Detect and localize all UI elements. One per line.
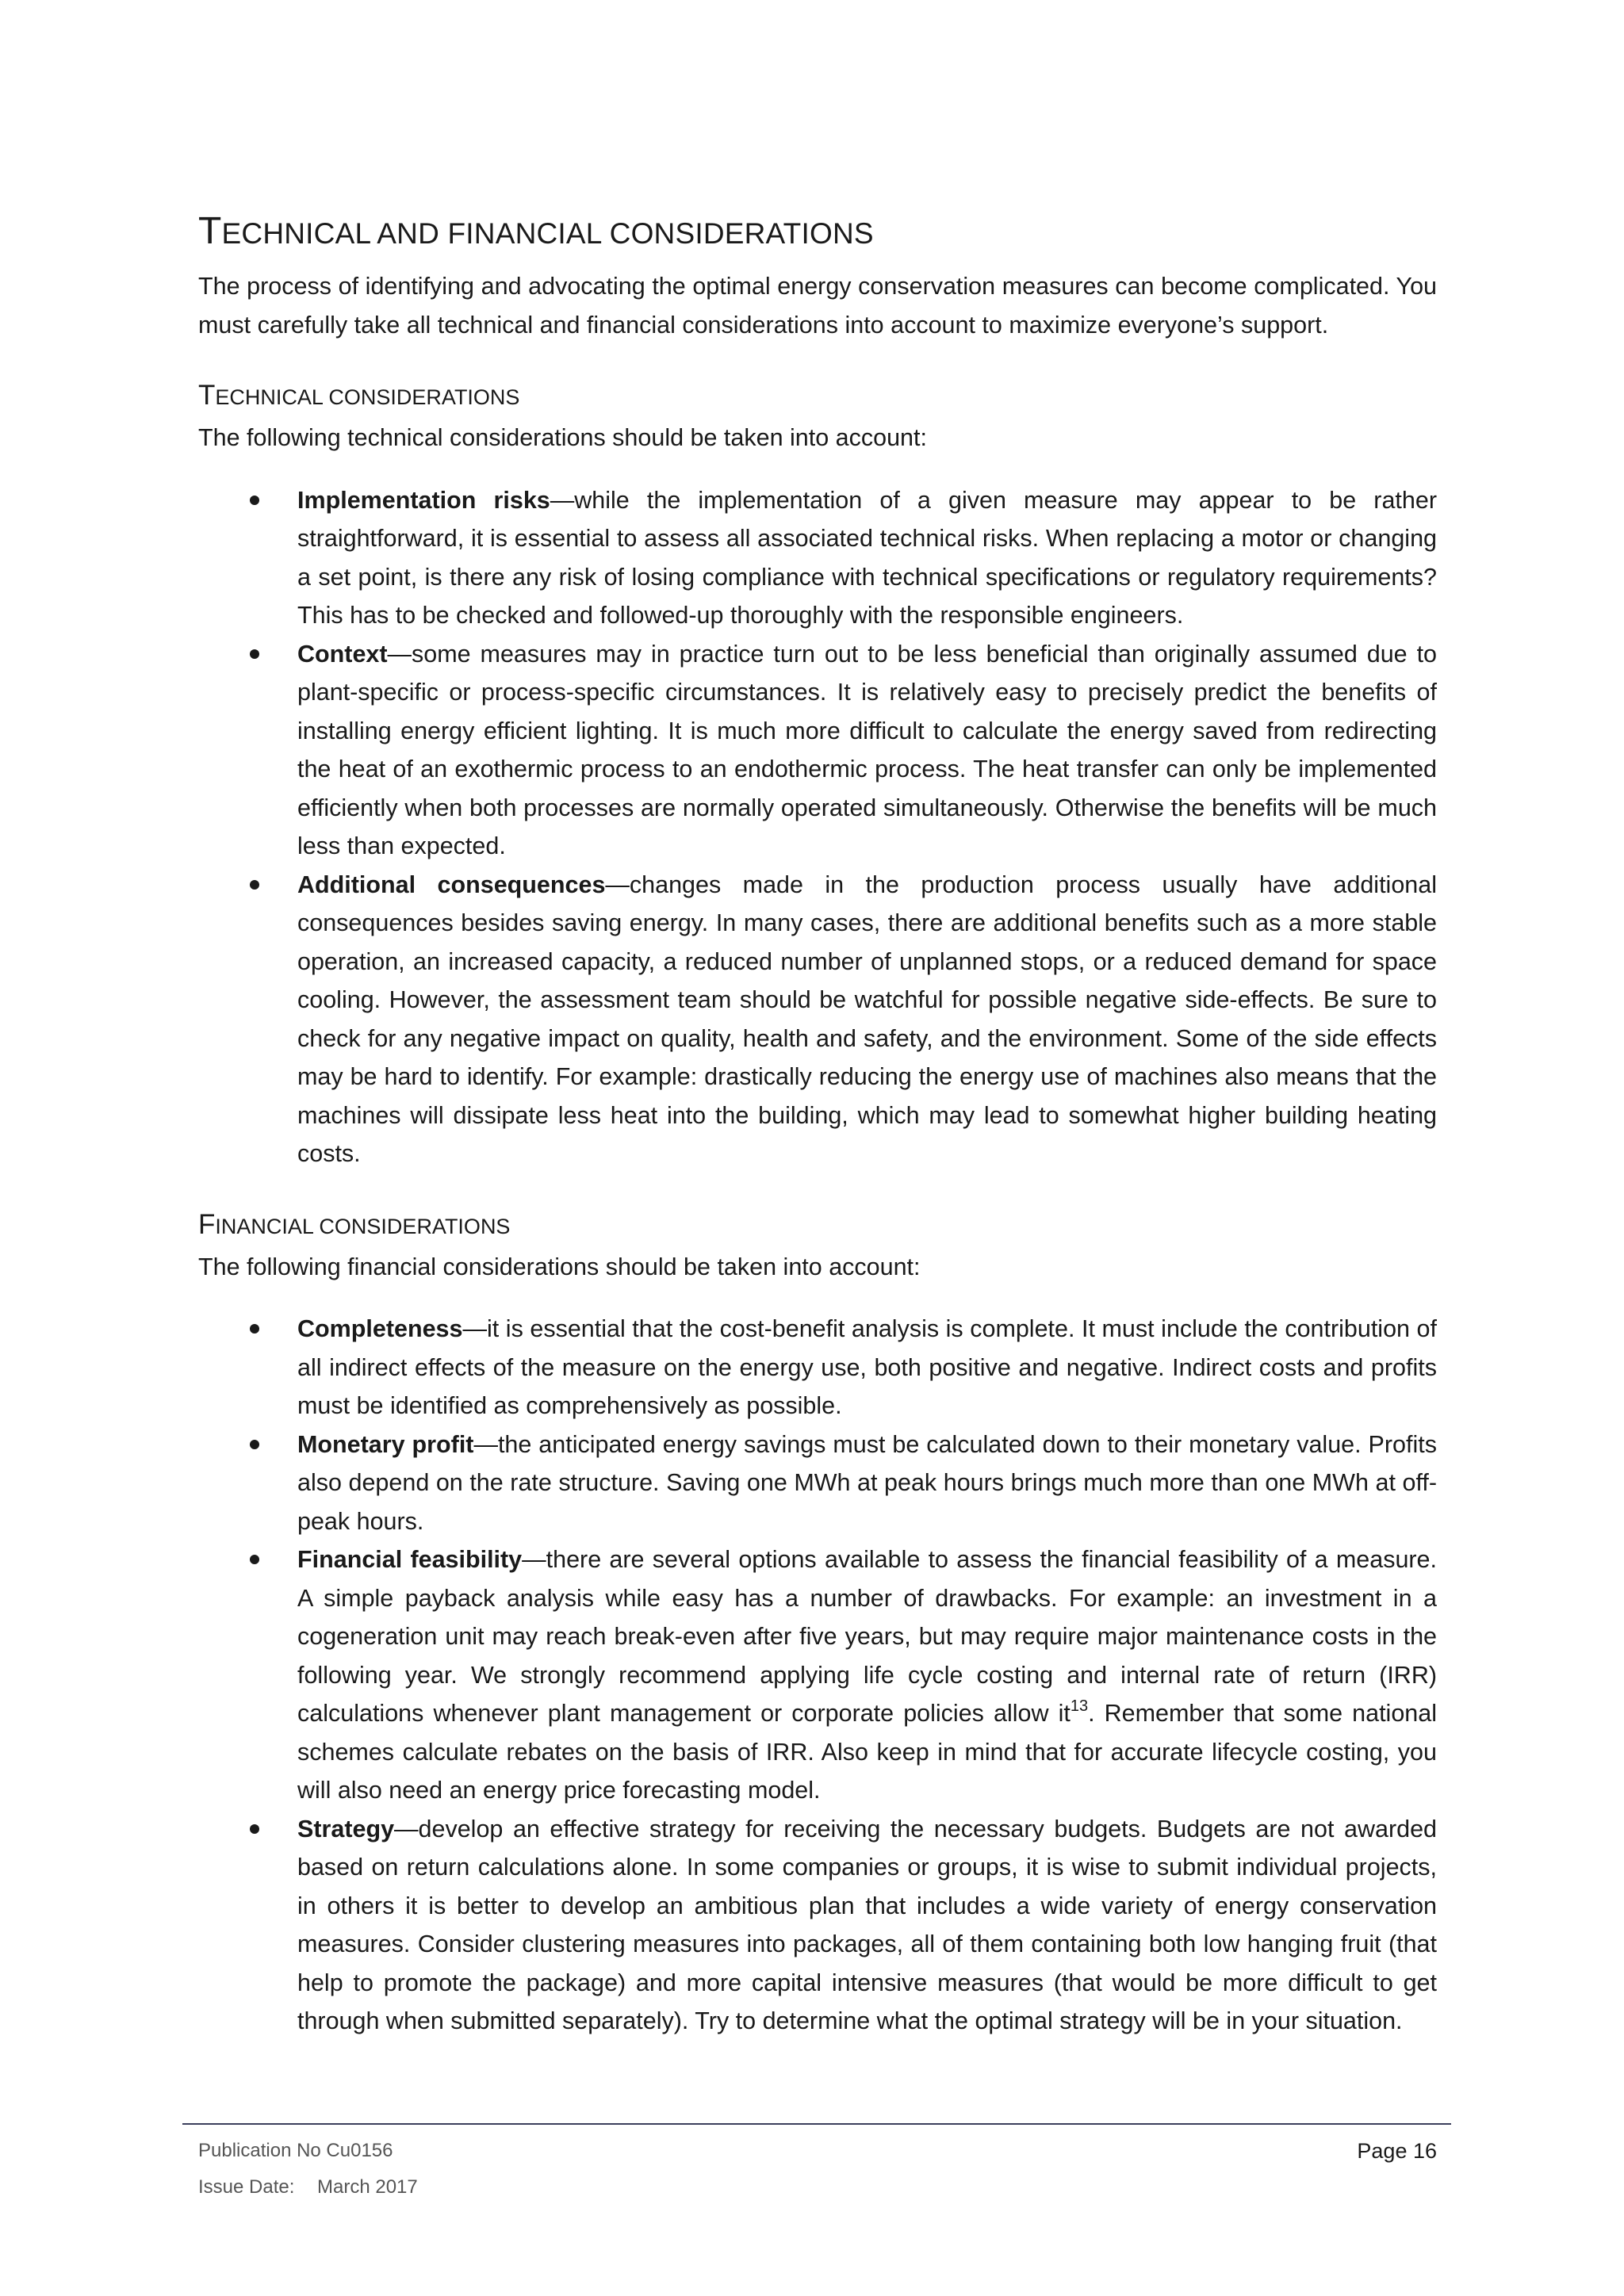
technical-lead: The following technical considerations should be taken into account: <box>198 424 927 451</box>
financial-heading: FINANCIAL CONSIDERATIONS <box>198 1208 511 1240</box>
bullet-icon <box>250 1555 259 1564</box>
intro-paragraph: The process of identifying and advocating the optimal energy conservation measures can become complicated. You must carefully take all technical and financial considerations into account to maximize everyone’s support. <box>198 273 1437 339</box>
item-text: —there are several options available to assess the financial feasibility of a measure. A simple payback analysis while easy has a number of drawbacks. For example: an investment in a cogeneration unit may reach break-even after five years, but may require major maintenance costs in the following year. We strongly recommend applying life cycle costing and internal rate of return (IRR) calculations whenever plant management or corporate policies allow it <box>297 1546 1437 1727</box>
bullet-icon <box>250 649 259 659</box>
item-term: Financial feasibility <box>297 1546 523 1573</box>
issue-date-label: Issue Date: <box>198 2176 295 2198</box>
item-term: Strategy <box>297 1815 395 1843</box>
page-number: Page 16 <box>1357 2139 1437 2163</box>
footer-publication-info <box>198 2133 418 2206</box>
item-text: —while the implementation of a given measure may appear to be rather straightforward, it is essential to assess all associated technical risks. When replacing a motor or changing a set point, is there any risk of losing compliance with technical specifications or regulatory requirements? This has to be checked and followed-up thoroughly with the responsible engineers. <box>297 486 1437 629</box>
bullet-icon <box>250 880 259 890</box>
section-title: TECHNICAL AND FINANCIAL CONSIDERATIONS <box>198 210 874 252</box>
technical-heading: TECHNICAL CONSIDERATIONS <box>198 380 520 411</box>
item-text: —the anticipated energy savings must be calculated down to their monetary value. Profits also depend on the rate structure. Saving one MWh at peak hours brings much more than one MWh at off-peak hours. <box>297 1430 1437 1535</box>
list-item <box>198 481 1437 635</box>
bullet-icon <box>250 1324 259 1334</box>
item-term: Implementation risks <box>297 486 550 514</box>
item-text-continued: . Remember that some national schemes calculate rebates on the basis of IRR. Also keep in mind that for accurate lifecycle costing, you will also need an energy price forecasting model. <box>297 1700 1437 1804</box>
item-term: Completeness <box>297 1315 463 1342</box>
technical-list <box>198 481 1437 1173</box>
list-item <box>198 1810 1437 2041</box>
list-item <box>198 1540 1437 1810</box>
issue-date-row <box>198 2169 418 2206</box>
list-item <box>198 1425 1437 1541</box>
list-item <box>198 1310 1437 1425</box>
list-item <box>198 635 1437 866</box>
footer-divider <box>182 2123 1451 2125</box>
publication-number: Publication No Cu0156 <box>198 2140 393 2161</box>
item-text: —develop an effective strategy for receiving the necessary budgets. Budgets are not awarded based on return calculations alone. In some companies or groups, it is wise to submit individual projects, in others it is better to develop an ambitious plan that includes a wide variety of energy conservation measures. Consider clustering measures into packages, all of them containing both low hanging fruit (that help to promote the package) and more capital intensive measures (that would be more difficult to get through when submitted separately). Try to determine what the optimal strategy will be in your situation. <box>297 1815 1437 2034</box>
financial-list <box>198 1310 1437 2041</box>
item-term: Context <box>297 640 388 668</box>
item-term: Additional consequences <box>297 871 606 898</box>
item-text: —some measures may in practice turn out to be less beneficial than originally assumed due to plant-specific or process-specific circumstances. It is relatively easy to precisely predict the benefits of installing energy efficient lighting. It is much more difficult to calculate the energy saved from redirecting the heat of an exothermic process to an endothermic process. The heat transfer can only be implemented efficiently when both processes are normally operated simultaneously. Otherwise the benefits will be much less than expected. <box>297 640 1437 859</box>
footnote-reference[interactable]: 13 <box>1070 1697 1089 1715</box>
page-content <box>198 208 1437 2041</box>
item-text: —it is essential that the cost-benefit analysis is complete. It must include the contribution of all indirect effects of the measure on the energy use, both positive and negative. Indirect costs and profits must be identified as comprehensively as possible. <box>297 1315 1437 1419</box>
bullet-icon <box>250 496 259 505</box>
item-text: —changes made in the production process usually have additional consequences besides saving energy. In many cases, there are additional benefits such as a more stable operation, an increased capacity, a reduced number of unplanned stops, or a reduced demand for space cooling. However, the assessment team should be watchful for possible negative side-effects. Be sure to check for any negative impact on quality, health and safety, and the environment. Some of the side effects may be hard to identify. For example: drastically reducing the energy use of machines also means that the machines will dissipate less heat into the building, which may lead to somewhat higher building heating costs. <box>297 871 1437 1167</box>
list-item <box>198 866 1437 1173</box>
financial-lead: The following financial considerations should be taken into account: <box>198 1253 921 1280</box>
bullet-icon <box>250 1440 259 1449</box>
bullet-icon <box>250 1824 259 1834</box>
item-term: Monetary profit <box>297 1430 474 1458</box>
issue-date-value: March 2017 <box>317 2176 418 2198</box>
